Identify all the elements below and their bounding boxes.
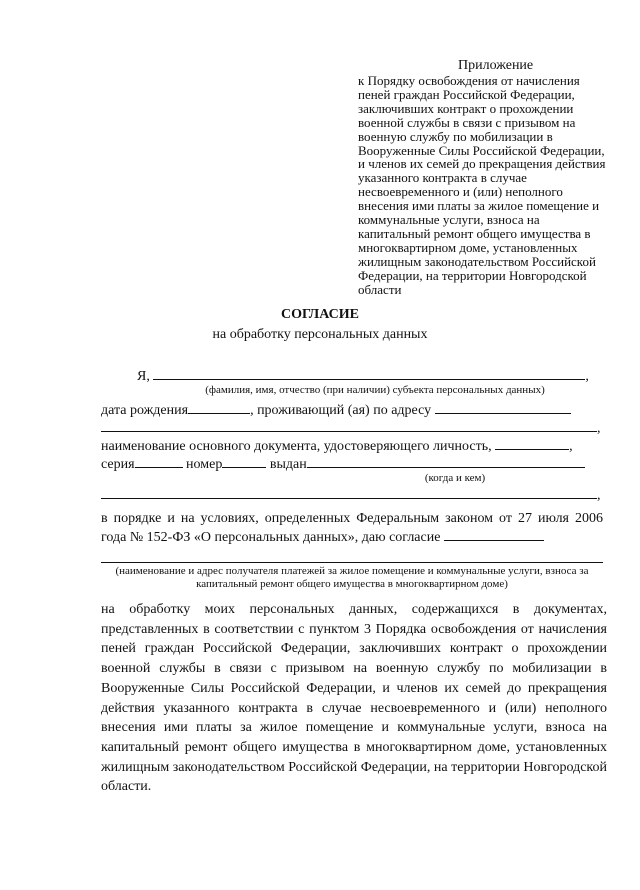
address-label: , проживающий (ая) по адресу — [250, 403, 432, 418]
series-label: серия — [101, 457, 135, 472]
birth-date-field[interactable] — [188, 401, 250, 414]
issued-field[interactable] — [307, 455, 585, 468]
recipient-field[interactable] — [444, 528, 544, 541]
issued-label: выдан — [269, 457, 307, 472]
issued-continuation-row — [101, 486, 601, 505]
birth-date-label: дата рождения — [101, 403, 189, 418]
document-title: СОГЛАСИЕ — [281, 307, 359, 322]
address-line-row — [101, 419, 601, 438]
issued-continuation-field[interactable] — [101, 486, 597, 499]
consent-intro-paragraph — [101, 509, 603, 547]
address-continuation-field[interactable] — [101, 419, 597, 432]
number-label: номер — [186, 457, 223, 472]
fio-field[interactable] — [153, 367, 585, 380]
series-number-row — [101, 455, 585, 474]
appendix-reference-text: к Порядку освобождения от начисления пеней граждан Российской Федерации, заключивших контракт о прохождении военной службы в связи с призывом на военную службу по мобилизации в Вооруженные Силы Российской Федерации, и членов их семей до прекращения действия указанного контракта в случае несвоевременного и (или) неполного внесения ими платы за жилое помещение и коммунальные услуги, взноса на капитальный ремонт общего имущества в многоквартирном доме, установленных жилищным законодательством Российской Федерации, на территории Новгородской области — [358, 73, 606, 297]
recipient-continuation-line[interactable] — [101, 562, 603, 563]
document-subtitle: на обработку персональных данных — [212, 327, 428, 342]
fio-label: Я, — [137, 369, 150, 384]
id-document-field[interactable] — [495, 437, 569, 450]
id-document-comma: , — [569, 439, 573, 454]
fio-hint: (фамилия, имя, отчество (при наличии) субъекта персональных данных) — [205, 384, 545, 396]
id-document-label: наименование основного документа, удостоверяющего личность, — [101, 439, 492, 454]
birth-address-row — [101, 401, 571, 420]
recipient-hint: (наименование и адрес получателя платежей за жилое помещение и коммунальные услуги, взноса за капитальный ремонт общего имущества в многоквартирном доме) — [115, 565, 589, 590]
consent-intro-text: в порядке и на условиях, определенных Федеральным законом от 27 июля 2006 года № 152-ФЗ «О персональных данных», даю согласие — [101, 511, 603, 545]
address-comma: , — [597, 421, 601, 436]
id-document-row — [101, 437, 573, 456]
number-field[interactable] — [222, 455, 266, 468]
address-field[interactable] — [435, 401, 571, 414]
series-field[interactable] — [135, 455, 183, 468]
appendix-title: Приложение — [458, 58, 534, 73]
consent-body-paragraph: на обработку моих персональных данных, содержащихся в документах, представленных в соответствии с пунктом 3 Порядка освобождения от начисления пеней граждан Российской Федерации, заключивших контракт о прохождении военной службы в связи с призывом на военную службу по мобилизации в Вооруженные Силы Российской Федерации, и членов их семей до прекращения действия указанного контракта в случае несвоевременного и (или) неполного внесения ими платы за жилое помещение и коммунальные услуги, взноса на капитальный ремонт общего имущества в многоквартирном доме, установленных жилищным законодательством Российской Федерации, на территории Новгородской области. — [101, 602, 607, 795]
issued-hint: (когда и кем) — [424, 472, 486, 484]
issued-comma: , — [597, 488, 601, 503]
fio-comma: , — [585, 369, 589, 384]
